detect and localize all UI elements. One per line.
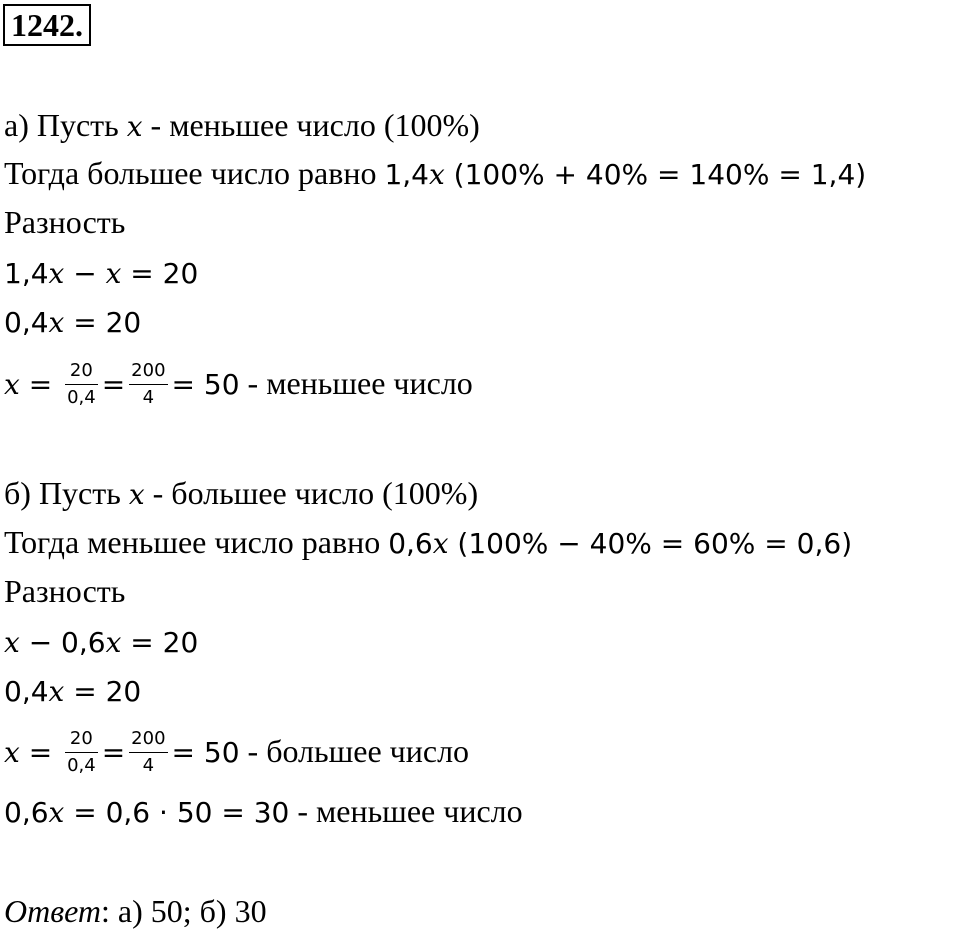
- answer-line: [4, 889, 267, 933]
- part-b-line-3: [4, 569, 125, 613]
- part-b-line-4: [4, 619, 198, 663]
- part-a-larger-text: Тогда большее число равно: [4, 155, 385, 191]
- part-b-eq2-rhs: = 20: [64, 675, 142, 708]
- problem-number: 1242.: [3, 4, 91, 46]
- part-b-line-6: [4, 724, 469, 778]
- part-a-percent-calc: (100% + 40% = 140% = 1,4): [444, 158, 867, 191]
- fraction-denominator: 4: [142, 755, 155, 777]
- part-b-intro-rest: - большее число (100%): [144, 475, 479, 511]
- part-a-eq1-rhs: = 20: [121, 257, 199, 290]
- part-b-eq3-eq: =: [19, 736, 62, 769]
- answer-text: : а) 50; б) 30: [101, 893, 267, 929]
- fraction-numerator: 20: [65, 360, 98, 385]
- part-a-eq1-minus: −: [64, 257, 106, 290]
- part-a-eq2-var: x: [48, 306, 65, 339]
- part-b-intro: б) Пусть: [4, 475, 129, 511]
- part-b-line-2: [4, 520, 852, 564]
- part-a-eq1-var2: x: [105, 257, 122, 290]
- fraction-numerator: 200: [129, 360, 167, 385]
- part-b-line-1: [4, 471, 478, 515]
- part-b-eq1-var2: x: [105, 626, 122, 659]
- part-a-line-4: [4, 250, 198, 294]
- fraction-numerator: 20: [65, 728, 98, 753]
- part-b-smaller-text: Тогда меньшее число равно: [4, 524, 389, 560]
- part-b-eq1-coef: − 0,6: [19, 626, 106, 659]
- answer-label: Ответ: [4, 893, 101, 929]
- part-b-eq3-var: x: [4, 736, 20, 769]
- part-a-larger-var: x: [428, 158, 445, 191]
- part-a-eq1-var1: x: [48, 257, 65, 290]
- part-b-eq4-coef: 0,6: [4, 796, 49, 829]
- fraction-denominator: 0,4: [67, 387, 96, 409]
- part-b-difference-label: Разность: [4, 573, 126, 609]
- part-a-eq3-text: - меньшее число: [239, 365, 473, 401]
- part-b-var: x: [128, 478, 145, 511]
- part-b-eq4-var: x: [48, 796, 65, 829]
- part-a-line-1: [4, 103, 480, 147]
- part-a-line-2: [4, 151, 866, 195]
- part-b-fraction-1: [65, 728, 98, 777]
- part-b-eq3-eq2: =: [101, 736, 126, 769]
- part-a-eq3-eq2: =: [101, 368, 126, 401]
- part-b-smaller-coef: 0,6: [388, 527, 433, 560]
- part-b-smaller-var: x: [432, 527, 449, 560]
- fraction-denominator: 0,4: [67, 755, 96, 777]
- part-a-line-5: [4, 299, 141, 343]
- part-a-line-3: [4, 200, 125, 244]
- part-b-eq4-text: - меньшее число: [289, 793, 523, 829]
- part-b-line-5: [4, 668, 141, 712]
- part-a-eq2-coef: 0,4: [4, 306, 49, 339]
- part-b-eq1-var1: x: [4, 626, 20, 659]
- fraction-denominator: 4: [142, 387, 155, 409]
- part-a-difference-label: Разность: [4, 204, 126, 240]
- part-b-eq1-rhs: = 20: [121, 626, 199, 659]
- part-b-eq4-calc: = 0,6 · 50 = 30: [64, 796, 290, 829]
- fraction-numerator: 200: [129, 728, 167, 753]
- part-b-line-7: [4, 789, 523, 833]
- part-a-fraction-2: [129, 360, 167, 409]
- part-b-eq3-text: - большее число: [239, 733, 470, 769]
- part-b-fraction-2: [129, 728, 167, 777]
- part-b-eq3-result: = 50: [171, 736, 240, 769]
- part-a-eq3-result: = 50: [171, 368, 240, 401]
- part-a-eq3-var: x: [4, 368, 20, 401]
- part-b-eq2-var: x: [48, 675, 65, 708]
- part-a-intro: а) Пусть: [4, 107, 127, 143]
- part-b-percent-calc: (100% − 40% = 60% = 0,6): [448, 527, 853, 560]
- part-a-fraction-1: [65, 360, 98, 409]
- part-a-eq1-coef: 1,4: [4, 257, 49, 290]
- part-a-eq2-rhs: = 20: [64, 306, 142, 339]
- part-b-eq2-coef: 0,4: [4, 675, 49, 708]
- part-a-line-6: [4, 356, 473, 410]
- part-a-larger-coef: 1,4: [384, 158, 429, 191]
- part-a-var: x: [126, 110, 143, 143]
- part-a-eq3-eq: =: [19, 368, 62, 401]
- part-a-intro-rest: - меньшее число (100%): [142, 107, 480, 143]
